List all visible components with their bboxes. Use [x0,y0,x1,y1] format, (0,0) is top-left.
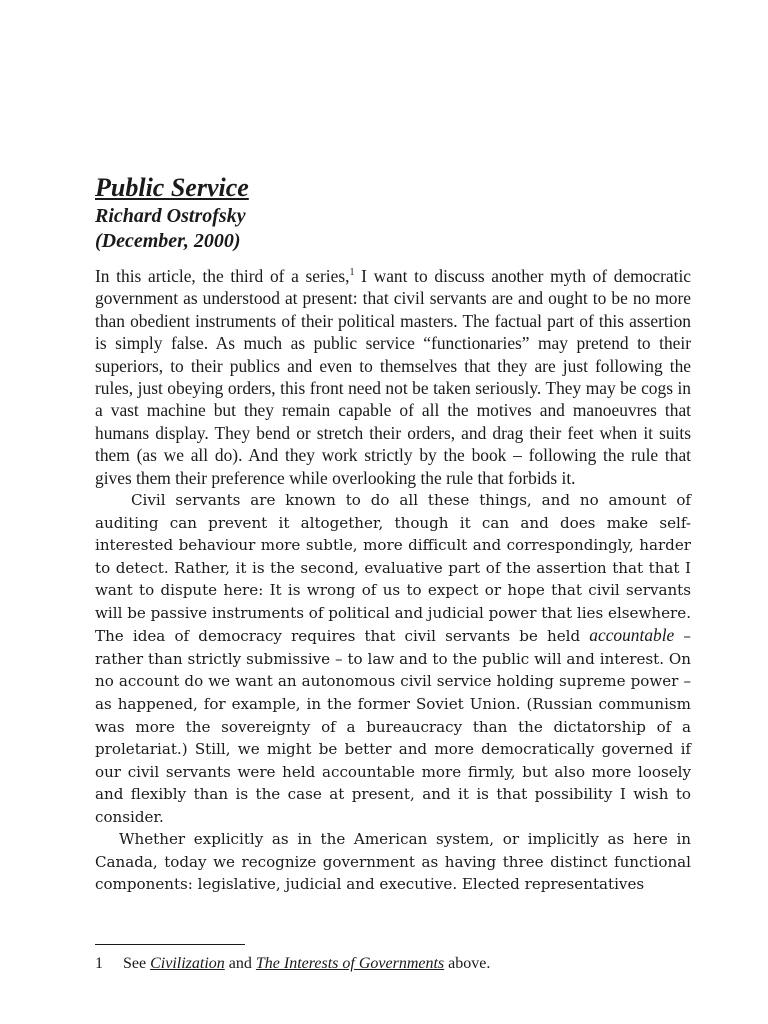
footnote-see: See [123,955,147,972]
author-name: Richard Ostrofsky [95,205,246,227]
footnote-number: 1 [95,955,103,972]
page-title: Public Service [95,173,249,202]
article [95,172,691,896]
footnote-divider [95,944,245,945]
publication-date: (December, 2000) [95,230,241,252]
article-body [95,265,691,896]
footnote-link-interests-of-governments[interactable]: The Interests of Governments [255,955,445,972]
paragraph-2-text-end: – rather than strictly submissive – to law and to the public will and interest. On no account do we want an autonomous civil service holding supreme power – as happened, for example, in the former Soviet Union. (Russian communism was more the sovereignty of a bureaucracy than the dictatorship of a proletariat.) Still, we might be better and more democratically governed if our civil servants were held accountable more firmly, but also more loosely and flexibly than is the case at present, and it is that possibility I wish to consider. [95,627,691,826]
emphasis-accountable: accountable [589,625,675,646]
paragraph-2-text-start: Civil servants are known to do all these things, and no amount of auditing can prevent it altogether, though it can and does make self-interested behaviour more subtle, more difficult and correspondingly, harder to detect. Rather, it is the second, evaluative part of the assertion that that I want to dispute here: It is wrong of us to expect or hope that civil servants will be passive instruments of political and judicial power that lies elsewhere. The idea of democracy requires that civil servants be held [95,491,691,646]
paragraph-1-text-start: In this article, the third of a series, [95,266,350,286]
footnote-after: above. [448,955,491,972]
footnote [95,954,490,974]
footnote-reference[interactable]: 1 [349,267,355,279]
footnote-and: and [228,955,252,972]
footnote-link-civilization[interactable]: Civilization [150,955,225,972]
paragraph-1 [95,265,691,489]
paragraph-3: Whether explicitly as in the American system, or implicitly as here in Canada, today we recognize government as having three distinct functional components: legislative, judicial and executive. Elected representatives [95,830,691,894]
paragraph-2 [95,489,691,828]
paragraph-1-text-end: I want to discuss another myth of democratic government as understood at present: that civil servants are and ought to be no more than obedient instruments of their political masters. The factual part of this assertion is simply false. As much as public service “functionaries” may pretend to their superiors, to their publics and even to themselves that they are just following the rules, just obeying orders, this front need not be taken seriously. They may be cogs in a vast machine but they remain capable of all the motives and manoeuvres that humans display. They bend or stretch their orders, and drag their feet when it suits them (as we all do). And they work strictly by the book – following the rule that gives them their preference while overlooking the rule that forbids it. [95,266,692,488]
